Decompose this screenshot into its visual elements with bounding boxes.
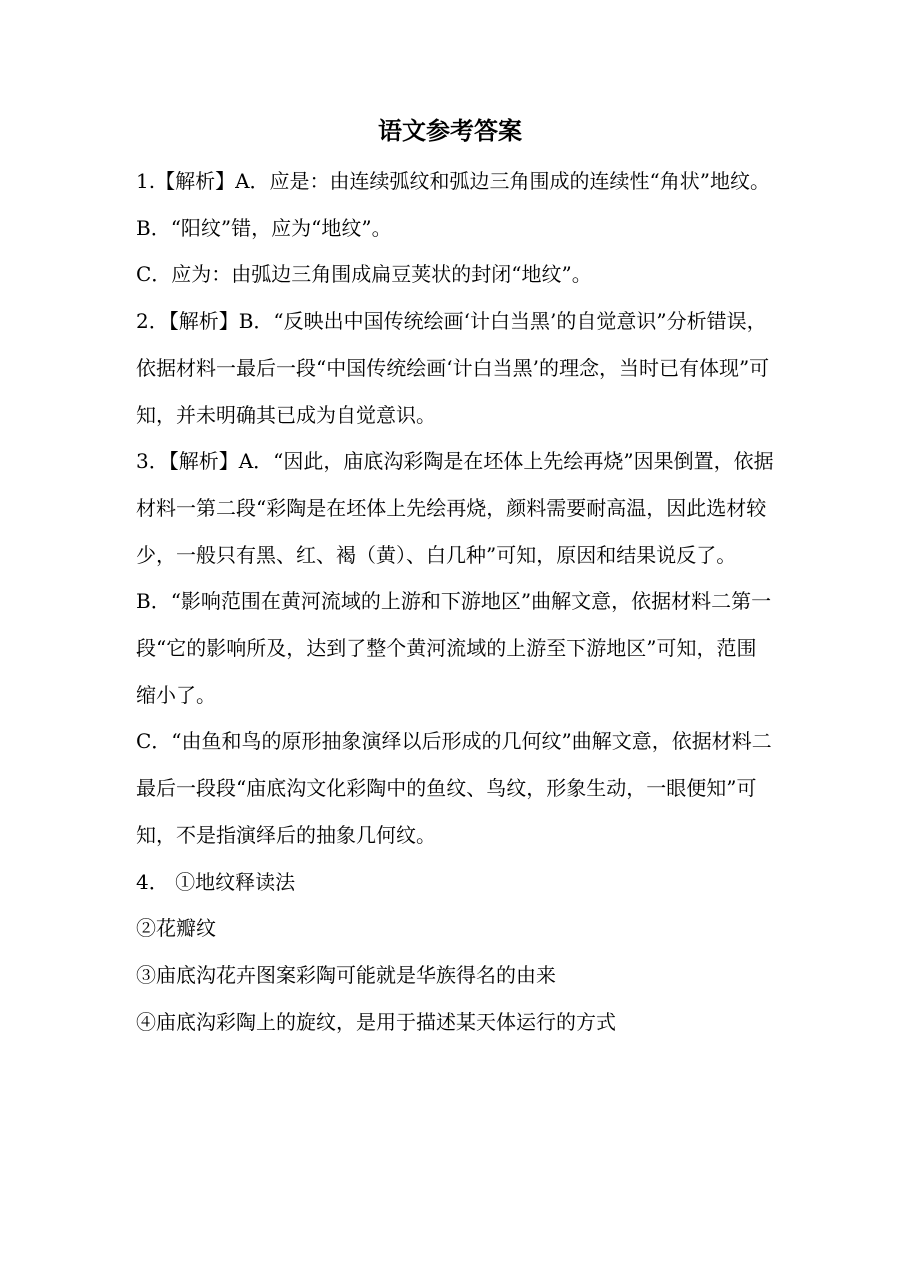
page-title: 语文参考答案: [378, 117, 522, 145]
answer-4-item-2: ②花瓣纹: [136, 916, 216, 941]
answer-body: [136, 158, 776, 1045]
answer-1-c: C．应为：由弧边三角围成扁豆荚状的封闭“地纹”。: [136, 262, 592, 287]
answer-3-b: B．“影响范围在黄河流域的上游和下游地区”曲解文意，依据材料二第一段“它的影响所及，达到了整个黄河流域的上游至下游地区”可知，范围缩小了。: [136, 589, 772, 707]
answer-3-a: 3．【解析】A．“因此，庙底沟彩陶是在坯体上先绘再烧”因果倒置，依据材料一第二段“彩陶是在坯体上先绘再烧，颜料需要耐高温，因此选材较少，一般只有黑、红、褐（黄）、白几种”可知，原因和结果说反了。: [136, 449, 774, 567]
answer-1-a: 1.【解析】A．应是：由连续弧纹和弧边三角围成的连续性“角状”地纹。: [136, 169, 770, 193]
answer-2: 2．【解析】B．“反映出中国传统绘画‘计白当黑’的自觉意识”分析错误，依据材料一最后一段“中国传统绘画‘计白当黑’的理念，当时已有体现”可知，并未明确其已成为自觉意识。: [136, 309, 770, 427]
answer-4-item-1: 4． ①地纹释读法: [136, 869, 296, 894]
answer-3-c: C．“由鱼和鸟的原形抽象演绎以后形成的几何纹”曲解文意，依据材料二最后一段段“庙底沟文化彩陶中的鱼纹、鸟纹，形象生动，一眼便知”可知，不是指演绎后的抽象几何纹。: [136, 729, 772, 847]
answer-4-item-4: ④庙底沟彩陶上的旋纹，是用于描述某天体运行的方式: [136, 1009, 616, 1034]
answer-4-item-3: ③庙底沟花卉图案彩陶可能就是华族得名的由来: [136, 962, 556, 987]
answer-1-b: B．“阳纹”错，应为“地纹”。: [136, 215, 392, 240]
